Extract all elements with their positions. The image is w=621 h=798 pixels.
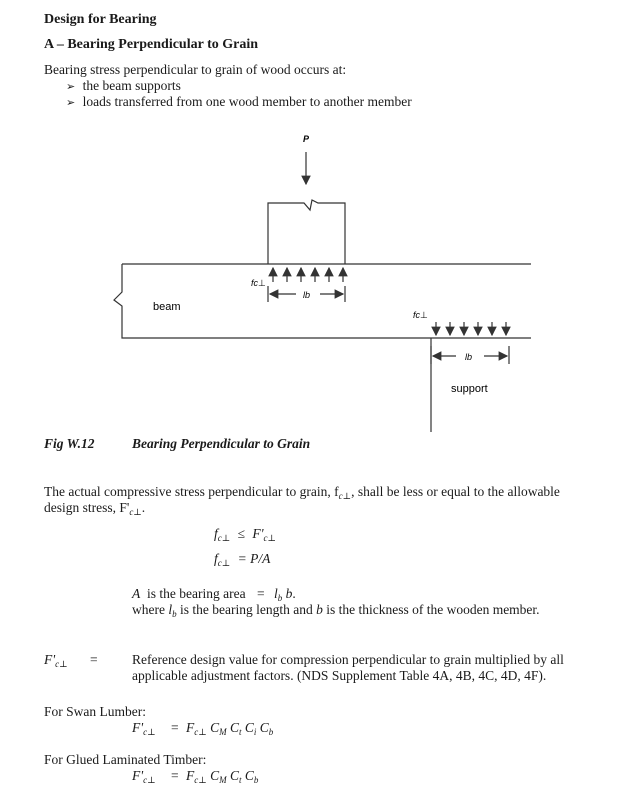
bearing-figure [0,120,621,440]
equation-stress-limit: $f_{c\perp} \le F'_{c\perp}$ [214,526,277,543]
glued-formula: $F'_{c\perp} = F_{c\perp}$ $C_M$ $C_t$ $C_b$ [132,768,259,785]
figure-caption-title: Bearing Perpendicular to Grain [132,436,311,451]
equation-stress-def: $f_{c\perp} = P/A$ [214,551,271,568]
glued-heading: For Glued Laminated Timber: [44,752,207,767]
bearing-block [268,200,345,264]
support-label: support [451,383,488,395]
paragraph-line: design stress, $F'_{c\perp}$. [44,500,146,517]
subsection-title: A – Bearing Perpendicular to Grain [44,37,259,52]
where-definition: where $l_b$ is the bearing length and b is the thickness of the wooden member. [132,602,540,619]
fprime-symbol: $F'_{c\perp}$ [44,652,68,669]
fprime-definition-line: applicable adjustment factors. (NDS Supplement Table 4A, 4B, 4C, 4D, 4F). [132,668,547,683]
length-label-top: lb [303,290,311,300]
section-title: Design for Bearing [44,12,157,27]
stress-label-top: fc⊥ [251,278,266,288]
bullet-arrow-icon: ➢ [66,81,76,93]
intro-text: Bearing stress perpendicular to grain of wood occurs at: [44,62,347,77]
swan-formula: $F'_{c\perp} = F_{c\perp}$ $C_M$ $C_t$ $C_i$ $C_b$ [132,720,274,737]
bullet-item: ➢ the beam supports [66,78,181,93]
fprime-equals: = [90,652,98,667]
length-label-support: lb [465,352,473,362]
paragraph-line: The actual compressive stress perpendicular to grain, $f_{c\perp}$, shall be less or equal to the allowable [44,484,560,501]
figure-caption-number: Fig W.12 [44,436,95,451]
beam-label: beam [153,301,181,313]
swan-heading: For Swan Lumber: [44,704,146,719]
area-definition: A is the bearing area = $l_b$ b. [132,586,296,603]
bullet-arrow-icon: ➢ [66,97,76,109]
load-label: P [303,134,310,144]
stress-label-support: fc⊥ [413,310,428,320]
bullet-item: ➢ loads transferred from one wood member to another member [66,94,412,109]
fprime-definition-line: Reference design value for compression perpendicular to grain multiplied by all [132,652,564,667]
